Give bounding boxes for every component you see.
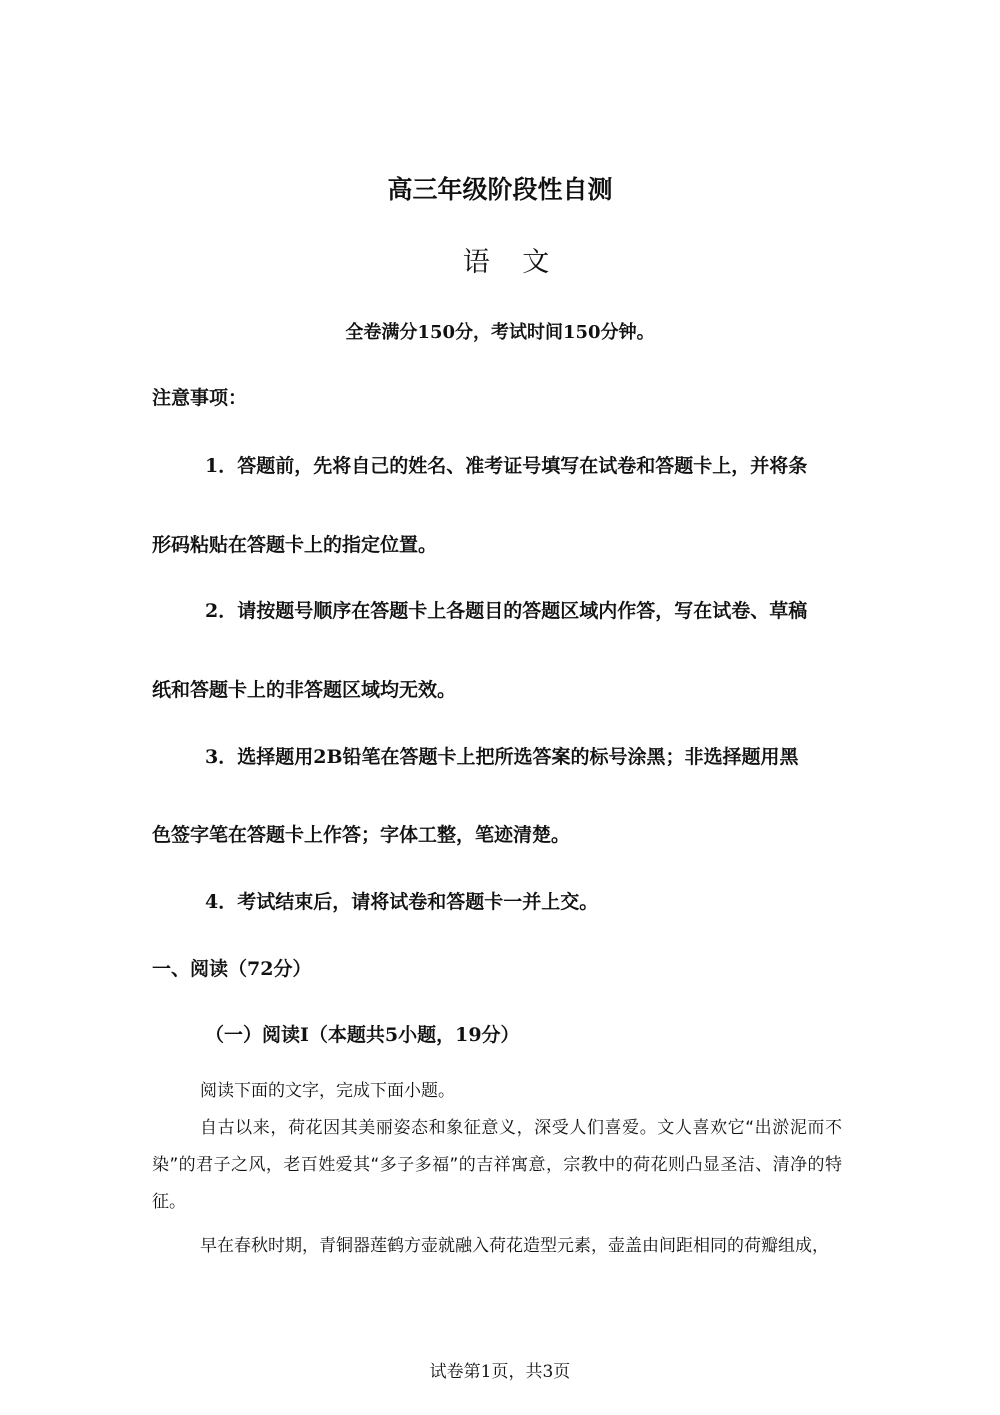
notice-item-4: 4．考试结束后，请将试卷和答题卡一并上交。 [205,891,599,913]
section-heading: 一、阅读（72分） [152,958,312,980]
notice-item-3-line-1: 3．选择题用2B铅笔在答题卡上把所选答案的标号涂黑；非选择题用黑 [205,746,799,768]
notice-item-2-line-1: 2．请按题号顺序在答题卡上各题目的答题区域内作答，写在试卷、草稿 [205,600,808,622]
notice-item-3-line-2: 色签字笔在答题卡上作答；字体工整，笔迹清楚。 [152,824,571,846]
reading-instruction: 阅读下面的文字，完成下面小题。 [200,1081,455,1101]
notice-item-1-line-2: 形码粘贴在答题卡上的指定位置。 [152,534,438,556]
score-time-line: 全卷满分150分，考试时间150分钟。 [345,322,655,343]
notice-heading: 注意事项： [152,387,248,409]
exam-title: 高三年级阶段性自测 [387,175,613,204]
page-footer: 试卷第1页，共3页 [429,1362,571,1382]
reading-paragraph-1: 自古以来，荷花因其美丽姿态和象征意义，深受人们喜爱。文人喜欢它“出淤泥而不染”的君子之风，老百姓爱其“多子多福”的吉祥寓意，宗教中的荷花则凸显圣洁、清净的特征。 [152,1118,842,1212]
reading-paragraph-2: 早在春秋时期，青铜器莲鹤方壶就融入荷花造型元素，壶盖由间距相同的荷瓣组成， [200,1236,829,1256]
notice-item-2-line-2: 纸和答题卡上的非答题区域均无效。 [152,679,457,701]
notice-item-1-line-1: 1．答题前，先将自己的姓名、准考证号填写在试卷和答题卡上，并将条 [205,455,808,477]
subject-name: 语 文 [462,247,562,278]
subsection-heading: （一）阅读Ⅰ（本题共5小题，19分） [205,1024,520,1046]
